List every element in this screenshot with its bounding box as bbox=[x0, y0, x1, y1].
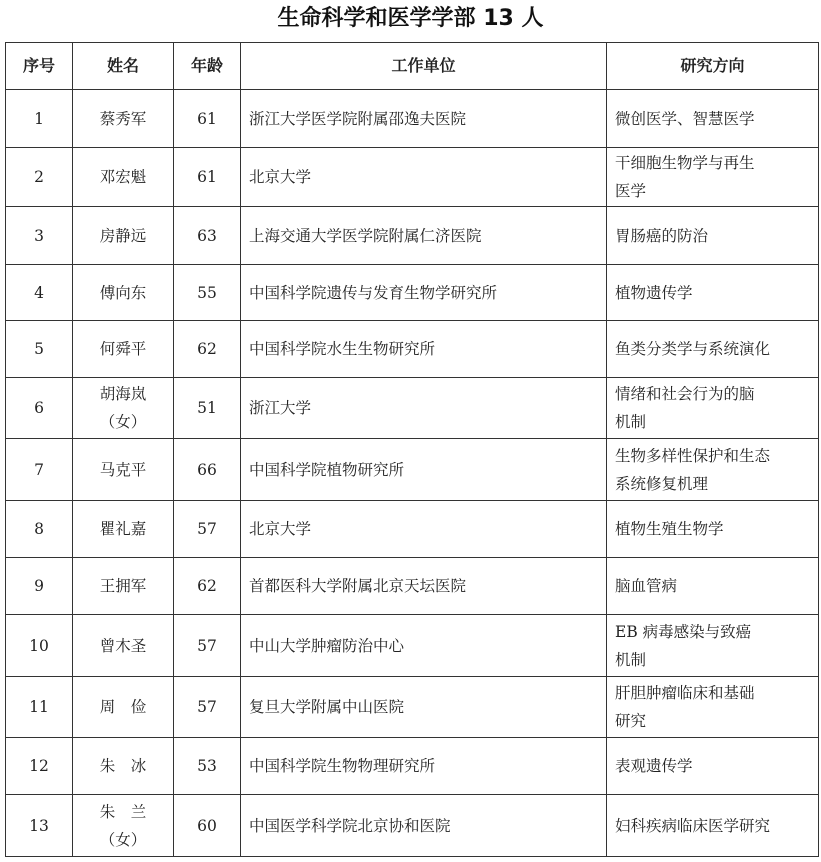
cell-name: 曾木圣 bbox=[73, 615, 174, 677]
cell-name: 胡海岚 （女） bbox=[73, 378, 174, 439]
cell-age: 63 bbox=[174, 207, 241, 265]
cell-field: 微创医学、智慧医学 bbox=[607, 90, 819, 148]
cell-number: 2 bbox=[6, 148, 73, 207]
cell-number: 11 bbox=[6, 677, 73, 738]
table-header-row bbox=[6, 43, 819, 90]
cell-unit: 中国科学院植物研究所 bbox=[241, 439, 607, 501]
cell-unit: 复旦大学附属中山医院 bbox=[241, 677, 607, 738]
table-row bbox=[6, 90, 819, 148]
cell-number: 9 bbox=[6, 558, 73, 615]
members-table bbox=[5, 42, 819, 857]
cell-unit: 中国科学院水生生物研究所 bbox=[241, 321, 607, 378]
cell-number: 12 bbox=[6, 738, 73, 795]
cell-name: 瞿礼嘉 bbox=[73, 501, 174, 558]
cell-number: 5 bbox=[6, 321, 73, 378]
table-row bbox=[6, 378, 819, 439]
cell-age: 57 bbox=[174, 501, 241, 558]
cell-age: 51 bbox=[174, 378, 241, 439]
table-row bbox=[6, 558, 819, 615]
table-row bbox=[6, 677, 819, 738]
cell-name: 邓宏魁 bbox=[73, 148, 174, 207]
header-unit: 工作单位 bbox=[241, 43, 607, 90]
cell-number: 7 bbox=[6, 439, 73, 501]
header-age: 年龄 bbox=[174, 43, 241, 90]
cell-age: 62 bbox=[174, 321, 241, 378]
cell-number: 6 bbox=[6, 378, 73, 439]
cell-name: 朱 冰 bbox=[73, 738, 174, 795]
cell-field: 鱼类分类学与系统演化 bbox=[607, 321, 819, 378]
cell-name: 朱 兰 （女） bbox=[73, 795, 174, 857]
cell-name: 房静远 bbox=[73, 207, 174, 265]
cell-unit: 中国医学科学院北京协和医院 bbox=[241, 795, 607, 857]
cell-unit: 浙江大学医学院附属邵逸夫医院 bbox=[241, 90, 607, 148]
table-row bbox=[6, 501, 819, 558]
table-row bbox=[6, 321, 819, 378]
cell-name: 傅向东 bbox=[73, 265, 174, 321]
cell-age: 60 bbox=[174, 795, 241, 857]
table-row bbox=[6, 265, 819, 321]
cell-number: 13 bbox=[6, 795, 73, 857]
cell-number: 4 bbox=[6, 265, 73, 321]
cell-age: 62 bbox=[174, 558, 241, 615]
cell-age: 66 bbox=[174, 439, 241, 501]
cell-field: 植物生殖生物学 bbox=[607, 501, 819, 558]
cell-field: 胃肠癌的防治 bbox=[607, 207, 819, 265]
cell-field: 肝胆肿瘤临床和基础 研究 bbox=[607, 677, 819, 738]
cell-age: 57 bbox=[174, 615, 241, 677]
cell-age: 61 bbox=[174, 90, 241, 148]
cell-field: 干细胞生物学与再生 医学 bbox=[607, 148, 819, 207]
table-row bbox=[6, 439, 819, 501]
page-title: 生命科学和医学学部 13 人 bbox=[277, 6, 544, 31]
cell-age: 61 bbox=[174, 148, 241, 207]
header-number: 序号 bbox=[6, 43, 73, 90]
cell-field: 表观遗传学 bbox=[607, 738, 819, 795]
cell-unit: 首都医科大学附属北京天坛医院 bbox=[241, 558, 607, 615]
cell-number: 1 bbox=[6, 90, 73, 148]
cell-unit: 北京大学 bbox=[241, 148, 607, 207]
cell-field: 情绪和社会行为的脑 机制 bbox=[607, 378, 819, 439]
cell-unit: 中国科学院生物物理研究所 bbox=[241, 738, 607, 795]
cell-age: 53 bbox=[174, 738, 241, 795]
cell-field: 妇科疾病临床医学研究 bbox=[607, 795, 819, 857]
cell-unit: 北京大学 bbox=[241, 501, 607, 558]
table-row bbox=[6, 615, 819, 677]
cell-unit: 上海交通大学医学院附属仁济医院 bbox=[241, 207, 607, 265]
cell-unit: 中山大学肿瘤防治中心 bbox=[241, 615, 607, 677]
cell-number: 8 bbox=[6, 501, 73, 558]
cell-age: 55 bbox=[174, 265, 241, 321]
cell-unit: 中国科学院遗传与发育生物学研究所 bbox=[241, 265, 607, 321]
cell-field: 植物遗传学 bbox=[607, 265, 819, 321]
header-name: 姓名 bbox=[73, 43, 174, 90]
cell-field: EB 病毒感染与致癌 机制 bbox=[607, 615, 819, 677]
cell-name: 王拥军 bbox=[73, 558, 174, 615]
cell-name: 何舜平 bbox=[73, 321, 174, 378]
cell-number: 3 bbox=[6, 207, 73, 265]
cell-number: 10 bbox=[6, 615, 73, 677]
cell-name: 蔡秀军 bbox=[73, 90, 174, 148]
cell-name: 马克平 bbox=[73, 439, 174, 501]
cell-field: 脑血管病 bbox=[607, 558, 819, 615]
table-row bbox=[6, 738, 819, 795]
table-row bbox=[6, 795, 819, 857]
cell-name: 周 俭 bbox=[73, 677, 174, 738]
cell-unit: 浙江大学 bbox=[241, 378, 607, 439]
table-row bbox=[6, 148, 819, 207]
cell-age: 57 bbox=[174, 677, 241, 738]
cell-field: 生物多样性保护和生态 系统修复机理 bbox=[607, 439, 819, 501]
table-row bbox=[6, 207, 819, 265]
header-field: 研究方向 bbox=[607, 43, 819, 90]
